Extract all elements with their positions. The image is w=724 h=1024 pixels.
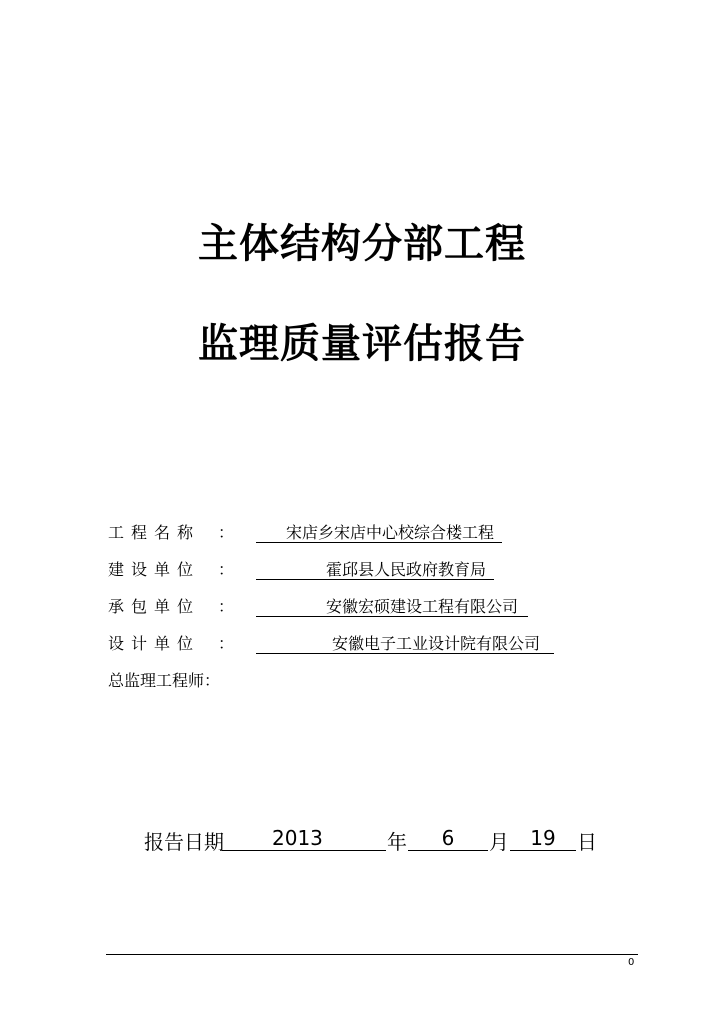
report-date-year: 2013 [272,826,323,850]
owner-underline [256,557,494,580]
owner-label: 建设单位 [108,560,201,579]
report-date-month-unit: 月 [489,830,509,854]
report-date-day: 19 [530,826,556,850]
owner-colon: ： [218,560,235,579]
contractor-underline [256,594,528,617]
project-name-colon: ： [218,523,235,542]
designer-colon: ： [218,634,235,653]
designer-label: 设计单位 [108,634,201,653]
project-name-label: 工程名称 [108,523,201,542]
report-date-year-unit: 年 [387,830,407,854]
report-date-month: 6 [441,826,455,850]
report-date-day-unit: 日 [577,830,597,854]
report-date-month-field [408,826,488,851]
contractor-label: 承包单位 [108,597,201,616]
document-title-line-1: 主体结构分部工程 [198,221,526,267]
page-number: 0 [628,957,635,968]
contractor-colon: ： [218,597,235,616]
footer-divider [106,954,638,955]
owner-value: 霍邱县人民政府教育局 [326,560,487,579]
document-title-line-2: 监理质量评估报告 [198,321,526,367]
project-name-value: 宋店乡宋店中心校综合楼工程 [286,523,495,542]
contractor-value: 安徽宏硕建设工程有限公司 [326,597,519,616]
report-date-day-field [510,826,576,851]
project-name-underline [256,520,502,543]
report-date-label: 报告日期 [144,830,224,854]
report-date-year-field [222,826,386,851]
designer-value: 安徽电子工业设计院有限公司 [332,634,541,653]
designer-underline [256,631,554,654]
chief-engineer-label: 总监理工程师： [108,671,221,690]
